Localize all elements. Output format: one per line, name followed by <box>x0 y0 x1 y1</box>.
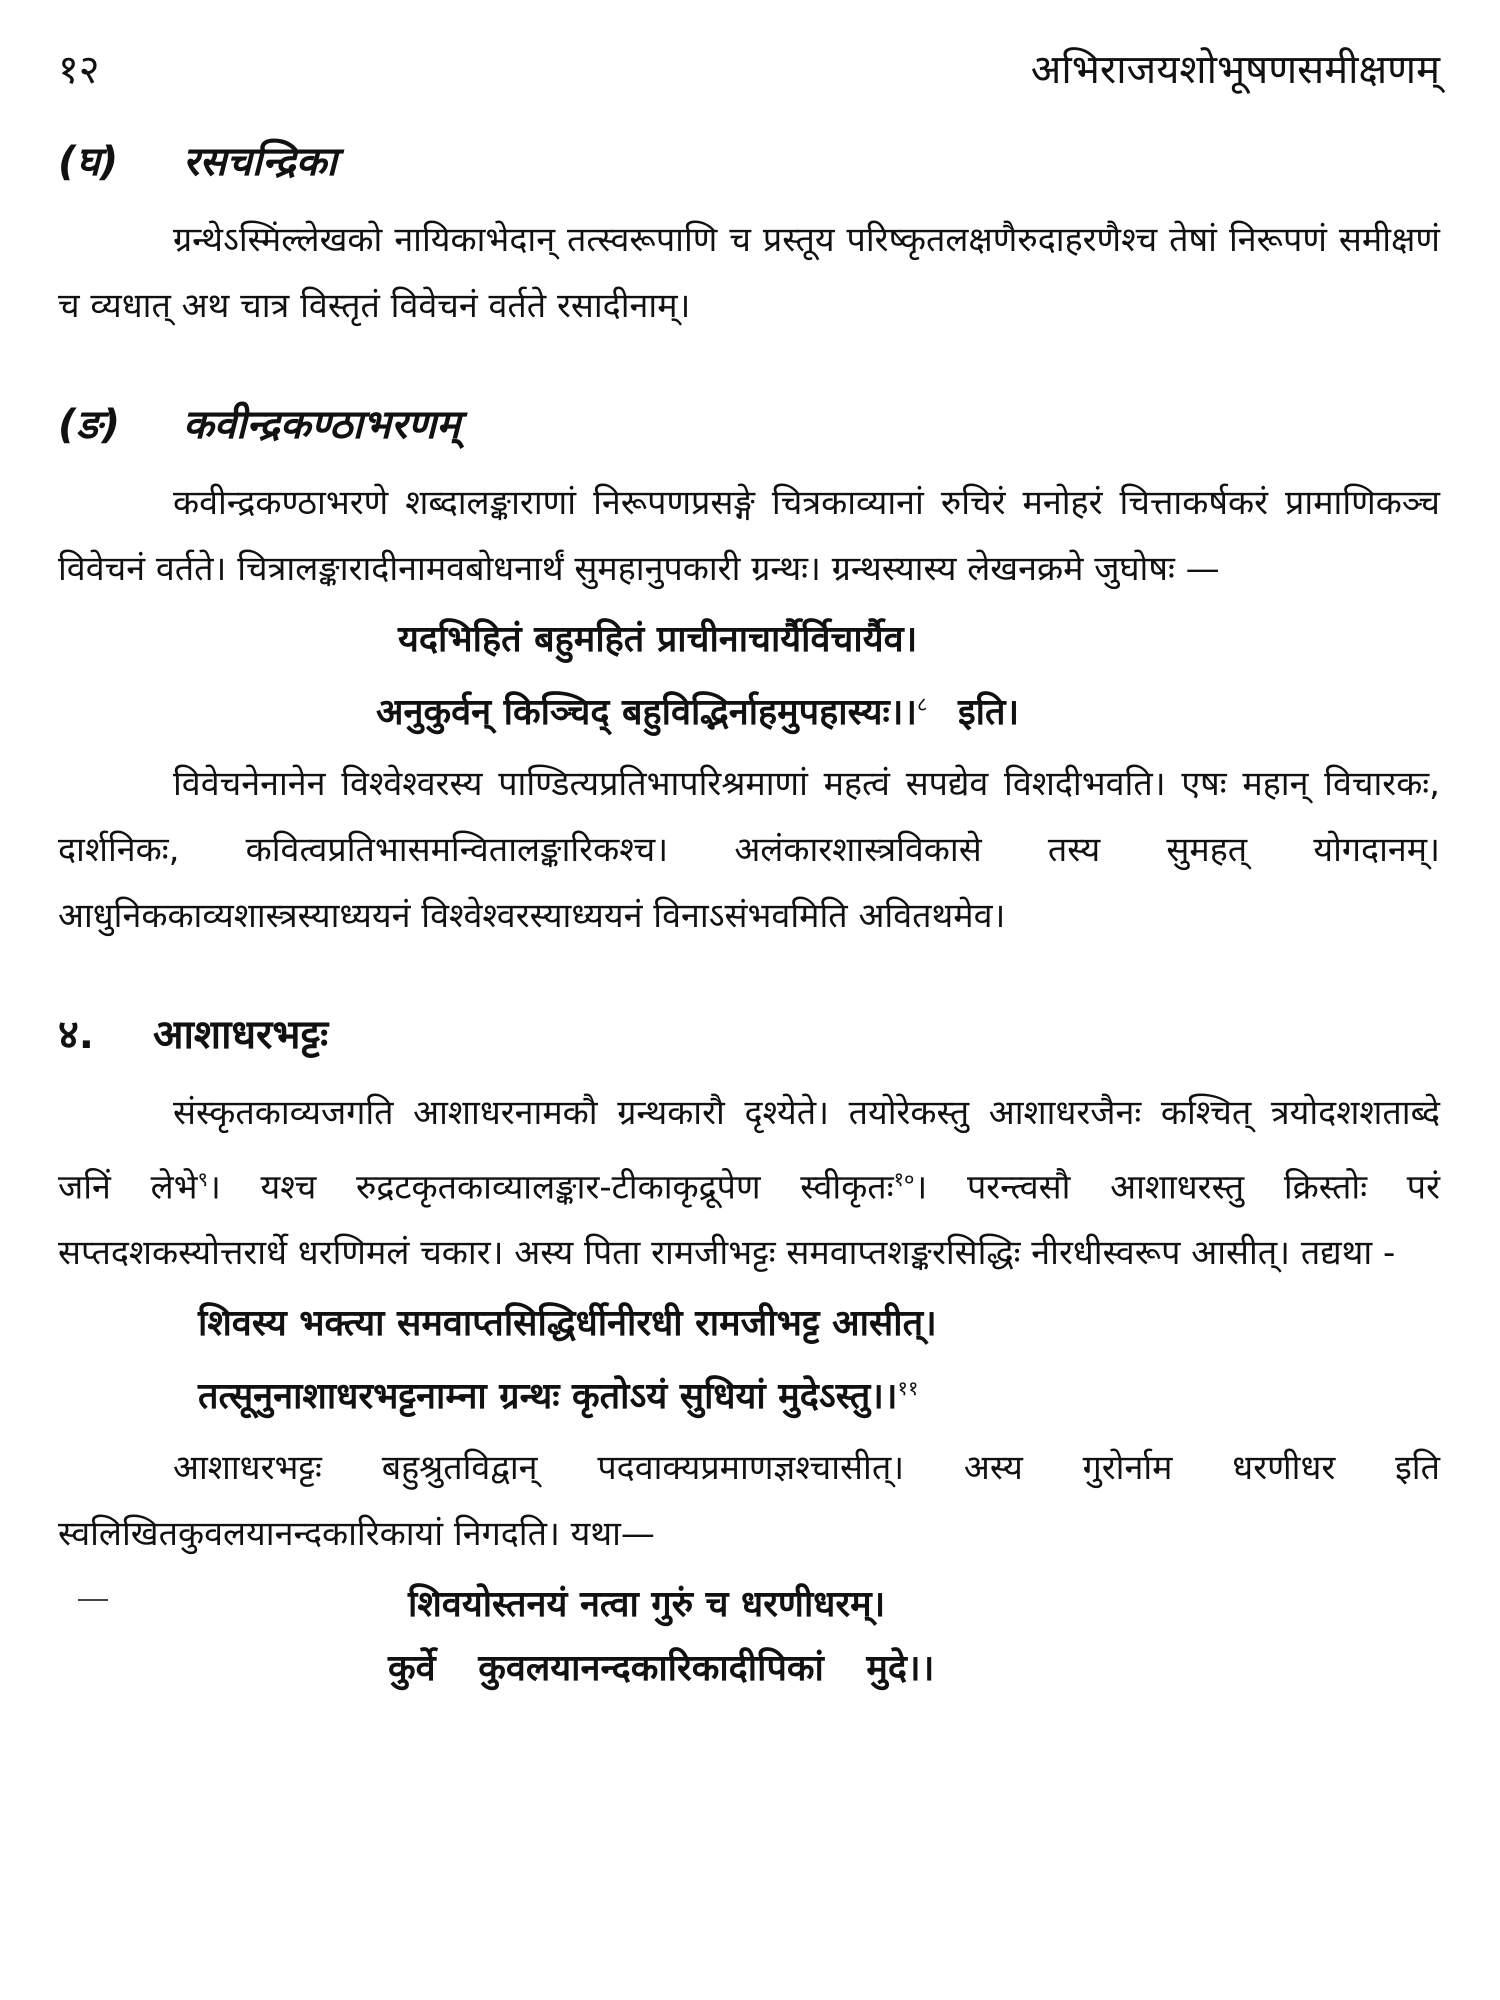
paragraph: आशाधरभट्टः बहुश्रुतविद्वान् पदवाक्यप्रमाणज्ञश्चासीत्। अस्य गुरोर्नाम धरणीधर इति स्वलिखितकुवलयानन्दकारिकायां निगदति। यथा— <box>58 1448 1440 1555</box>
verse-block <box>58 1573 1440 1701</box>
verse-line <box>58 1356 1440 1429</box>
verse-text: तत्सूनुनाशाधरभट्टनाम्ना ग्रन्थः कृतोऽयं सुधियां मुदेऽस्तु।। <box>198 1376 898 1418</box>
verse-line: यदभिहितं बहुमहितं प्राचीनाचार्यैर्विचार्यैव। <box>398 619 918 660</box>
margin-dash <box>78 1599 108 1601</box>
paragraph: ग्रन्थेऽस्मिंल्लेखको नायिकाभेदान् तत्स्वरूपाणि च प्रस्तूय परिष्कृतलक्षणैरुदाहरणैश्च तेषां निरूपणं समीक्षणं च व्यधात् अथ चात्र विस्तृतं विवेचनं वर्तते रसादीनाम्। <box>58 220 1440 326</box>
paragraph: कवीन्द्रकण्ठाभरणे शब्दालङ्काराणां निरूपणप्रसङ्गे चित्रकाव्यानां रुचिरं मनोहरं चित्ताकर्षकरं प्रामाणिकञ्च विवेचनं वर्तते। चित्रालङ्कारादीनामवबोधनार्थं सुमहानुपकारी ग्रन्थः। ग्रन्थस्यास्य लेखनक्रमे जुघोषः — <box>58 483 1440 589</box>
verse-block <box>58 608 1440 745</box>
footnote-ref: ८ <box>917 692 928 716</box>
running-title: अभिराजयशोभूषणसमीक्षणम् <box>1030 47 1440 93</box>
section-marker: (घ) <box>58 139 119 185</box>
section-marker: (ङ) <box>58 402 121 448</box>
verse-iti: इति। <box>957 692 1020 733</box>
paragraph-text: । परन्त्वसौ आशाधरस्तु क्रिस्तोः परं सप्तदशकस्योत्तरार्धे धरणिमलं चकार। अस्य पिता रामजीभट्टः समवाप्तशङ्करसिद्धिः नीरधीस्वरूप आसीत्। तद्यथा - <box>58 1167 1440 1274</box>
section-marker: ४. <box>58 1012 94 1058</box>
verse-line: शिवस्य भक्त्या समवाप्तसिद्धिर्धीनीरधी रामजीभट्ट आसीत्। <box>198 1303 937 1345</box>
section-title: आशाधरभट्टः <box>153 1012 329 1058</box>
footnote-ref: ९ <box>197 1167 208 1191</box>
paragraph-text: संस्कृतकाव्यजगति आशाधरनामकौ ग्रन्थकारौ दृश्येते। तयोरेकस्तु आशाधरजैनः कश्चित् त्रयोदशशताब्दे जनिं लेभे <box>58 1093 1440 1208</box>
section-heading-nga <box>58 395 1440 450</box>
section-title: रसचन्द्रिका <box>183 139 337 185</box>
paragraph-text: । यश्च रुद्रटकृतकाव्यालङ्कार-टीकाकृद्रूपेण स्वीकृतः <box>207 1167 894 1208</box>
footnote-ref: १० <box>893 1167 915 1191</box>
section-heading-4 <box>58 1005 1440 1060</box>
section-title: कवीन्द्रकण्ठाभरणम् <box>183 402 461 448</box>
paragraph <box>58 1080 1440 1286</box>
verse-line: कुर्वे कुवलयानन्दकारिकादीपिकां मुदे।। <box>388 1648 935 1690</box>
page-header <box>58 40 1440 110</box>
section-heading-gha <box>58 132 1440 187</box>
page-number: १२ <box>58 47 100 93</box>
paragraph: विवेचनेनानेन विश्वेश्वरस्य पाण्डित्यप्रतिभापरिश्रमाणां महत्वं सपद्येव विशदीभवति। एषः महान् विचारकः, दार्शनिकः, कवित्वप्रतिभासमन्वितालङ्कारिकश्च। अलंकारशास्त्रविकासे तस्य सुमहत् योगदानम्। आधुनिककाव्यशास्त्रस्याध्ययनं विश्वेश्वरस्याध्ययनं विनाऽसंभवमिति अवितथमेव। <box>58 764 1440 936</box>
verse-line: शिवयोस्तनयं नत्वा गुरुं च धरणीधरम्। <box>408 1584 886 1626</box>
footnote-ref: ११ <box>897 1376 919 1401</box>
verse-block <box>58 1292 1440 1429</box>
verse-line <box>58 672 1440 745</box>
verse-text: अनुकुर्वन् किञ्चिद् बहुविद्भिर्नाहमुपहास्यः।। <box>376 692 918 733</box>
